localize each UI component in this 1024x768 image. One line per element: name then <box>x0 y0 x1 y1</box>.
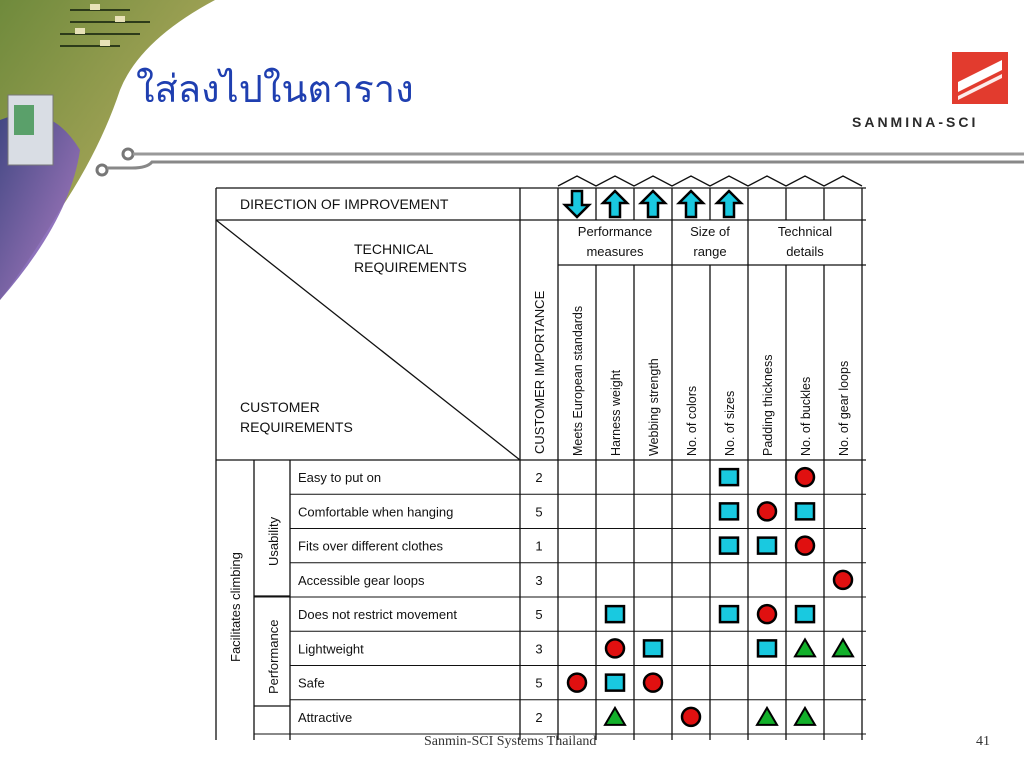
direction-label: DIRECTION OF IMPROVEMENT <box>240 196 449 212</box>
strong-relation-circle-icon <box>644 674 662 692</box>
group-2-line2: range <box>693 244 727 259</box>
weak-relation-triangle-icon <box>605 708 625 725</box>
weak-relation-triangle-icon <box>833 639 853 656</box>
column-header: No. of buckles <box>799 376 813 456</box>
medium-relation-square-icon <box>720 469 738 485</box>
strong-relation-circle-icon <box>606 639 624 657</box>
row-label: Safe <box>298 675 325 691</box>
row-label: Fits over different clothes <box>298 538 443 554</box>
strong-relation-circle-icon <box>758 605 776 623</box>
footer-text: Sanmin-SCI Systems Thailand <box>424 734 597 749</box>
medium-relation-square-icon <box>606 606 624 622</box>
group-2-line1: Size of <box>690 224 730 239</box>
medium-relation-square-icon <box>758 538 776 554</box>
medium-relation-square-icon <box>644 640 662 656</box>
slide-title: ใส่ลงไปในตาราง <box>136 67 414 111</box>
medium-relation-square-icon <box>720 503 738 519</box>
importance-value: 5 <box>535 607 543 623</box>
strong-relation-circle-icon <box>758 502 776 520</box>
page-number: 41 <box>976 734 990 749</box>
importance-value: 5 <box>535 675 543 691</box>
customer-label-2: REQUIREMENTS <box>240 419 353 435</box>
arrow-up-icon <box>603 191 627 217</box>
column-header: No. of colors <box>685 385 699 456</box>
column-header: Meets European standards <box>571 305 585 456</box>
sanmina-logo-icon <box>952 52 1008 104</box>
category-usability: Usability <box>266 516 281 566</box>
row-label: Does not restrict movement <box>298 607 457 623</box>
row-label: Easy to put on <box>298 470 382 486</box>
arrow-up-icon <box>641 191 665 217</box>
importance-value: 3 <box>535 572 543 588</box>
row-label: Comfortable when hanging <box>298 504 454 520</box>
importance-label: CUSTOMER IMPORTANCE <box>532 290 547 454</box>
group-3-line2: details <box>786 244 824 259</box>
medium-relation-square-icon <box>796 606 814 622</box>
weak-relation-triangle-icon <box>757 708 777 725</box>
strong-relation-circle-icon <box>568 674 586 692</box>
importance-value: 5 <box>535 504 543 520</box>
strong-relation-circle-icon <box>682 708 700 726</box>
medium-relation-square-icon <box>720 606 738 622</box>
medium-relation-square-icon <box>796 503 814 519</box>
technical-label-1: TECHNICAL <box>354 241 434 257</box>
category-facilitates-climbing: Facilitates climbing <box>228 552 243 662</box>
column-header: Padding thickness <box>761 354 775 456</box>
row-label: Attractive <box>298 709 353 725</box>
row-label: Accessible gear loops <box>298 572 425 588</box>
column-header: No. of gear loops <box>837 360 851 456</box>
importance-value: 3 <box>535 641 543 657</box>
importance-value: 2 <box>535 709 543 725</box>
strong-relation-circle-icon <box>796 468 814 486</box>
strong-relation-circle-icon <box>796 537 814 555</box>
row-label: Lightweight <box>298 641 364 657</box>
importance-value: 2 <box>535 470 543 486</box>
column-header: Harness weight <box>609 369 623 456</box>
group-3-line1: Technical <box>777 224 833 239</box>
arrow-up-icon <box>717 191 741 217</box>
arrow-down-icon <box>565 191 589 217</box>
importance-value: 1 <box>535 538 543 554</box>
arrow-up-icon <box>679 191 703 217</box>
weak-relation-triangle-icon <box>795 639 815 656</box>
weak-relation-triangle-icon <box>795 708 815 725</box>
group-1-line1: Performance <box>577 224 653 239</box>
column-header: Webbing strength <box>647 358 661 456</box>
customer-label-1: CUSTOMER <box>240 399 320 415</box>
technical-label-2: REQUIREMENTS <box>354 259 467 275</box>
medium-relation-square-icon <box>606 675 624 691</box>
medium-relation-square-icon <box>720 538 738 554</box>
column-header: No. of sizes <box>723 390 737 456</box>
strong-relation-circle-icon <box>834 571 852 589</box>
medium-relation-square-icon <box>758 640 776 656</box>
qfd-matrix <box>212 172 872 740</box>
logo-text: SANMINA-SCI <box>852 114 979 130</box>
group-1-line2: measures <box>586 244 644 259</box>
category-performance: Performance <box>266 619 281 694</box>
